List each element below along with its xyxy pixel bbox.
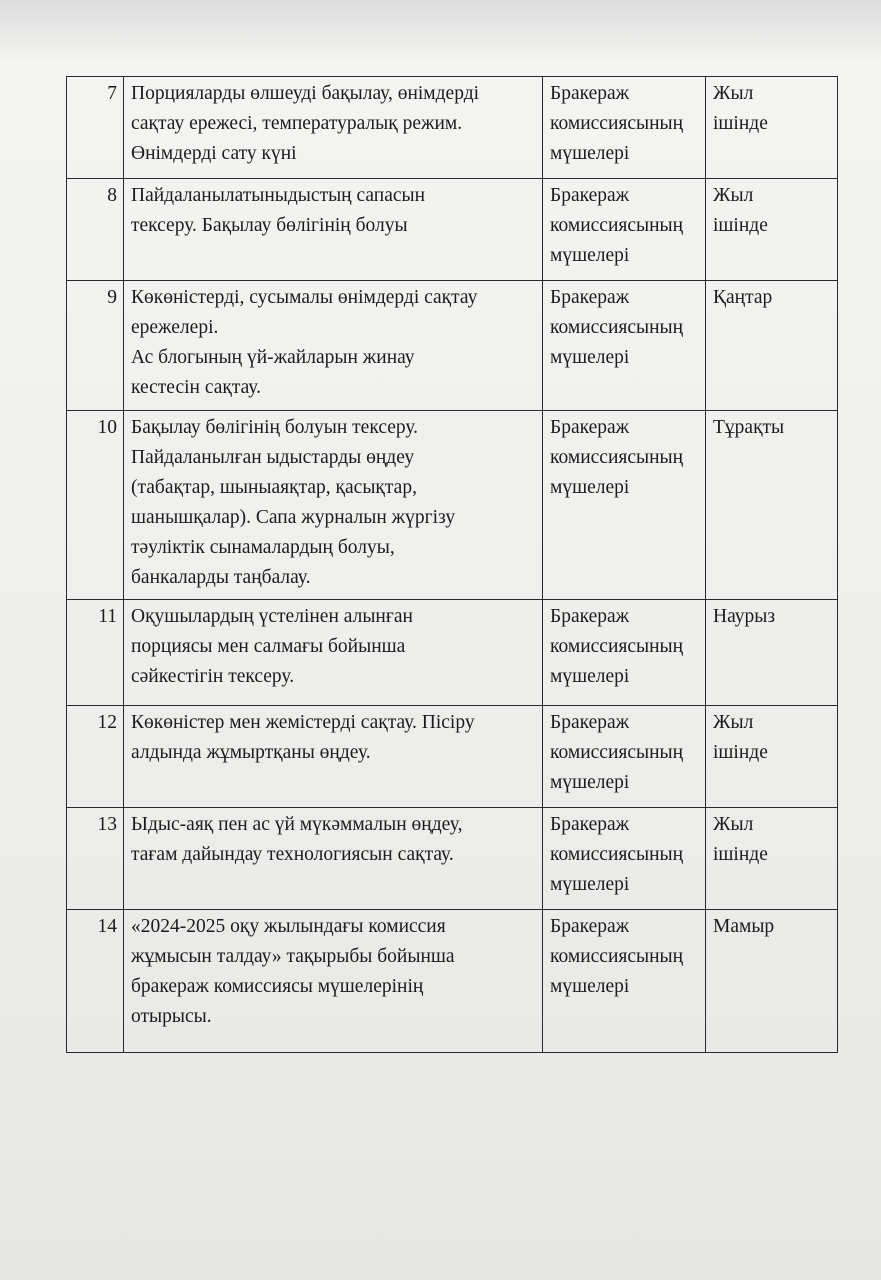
deadline-cell (706, 706, 838, 808)
deadline-cell-line: Жыл (713, 712, 754, 733)
deadline-cell-line: Жыл (713, 814, 754, 835)
task-description-line: Оқушылардың үстелінен алынған (131, 606, 413, 627)
top-shadow (0, 0, 881, 60)
task-description (124, 281, 543, 411)
deadline-cell (706, 910, 838, 1053)
responsible-cell-line: мүшелері (550, 874, 630, 895)
deadline-cell (706, 77, 838, 179)
task-description-line: сақтау ережесі, температуралық режим. (131, 113, 463, 134)
task-description-line: шанышқалар). Сапа журналын жүргізу (131, 507, 456, 528)
responsible-cell-line: комиссиясының (550, 636, 684, 657)
responsible-cell-line: Бракераж (550, 185, 630, 206)
row-number: 10 (67, 411, 124, 600)
deadline-cell (706, 281, 838, 411)
task-description-line: «2024-2025 оқу жылындағы комиссия (131, 916, 446, 937)
responsible-cell (543, 910, 706, 1053)
responsible-cell-line: Бракераж (550, 712, 630, 733)
row-number: 9 (67, 281, 124, 411)
responsible-cell-line: комиссиясының (550, 447, 684, 468)
task-description-line: Ас блогының үй-жайларын жинау (131, 347, 415, 368)
deadline-cell-line: ішінде (713, 113, 768, 134)
responsible-cell-line: мүшелері (550, 347, 630, 368)
task-description-line: сәйкестігін тексеру. (131, 666, 295, 687)
deadline-cell-line: ішінде (713, 215, 768, 236)
table-row (67, 808, 838, 910)
table-row (67, 600, 838, 706)
deadline-cell-line: Жыл (713, 185, 754, 206)
row-number: 13 (67, 808, 124, 910)
deadline-cell (706, 411, 838, 600)
task-description (124, 411, 543, 600)
task-description-line: порциясы мен салмағы бойынша (131, 636, 406, 657)
table-row (67, 910, 838, 1053)
responsible-cell-line: мүшелері (550, 666, 630, 687)
responsible-cell-line: комиссиясының (550, 946, 684, 967)
deadline-cell-line: Мамыр (713, 916, 775, 937)
responsible-cell-line: мүшелері (550, 245, 630, 266)
responsible-cell-line: Бракераж (550, 417, 630, 438)
table-row (67, 706, 838, 808)
task-description-line: Пайдаланылатыныдыстың сапасын (131, 185, 426, 206)
task-description-line: бракераж комиссиясы мүшелерінің (131, 976, 424, 997)
table-row (67, 411, 838, 600)
task-description (124, 600, 543, 706)
task-description-line: тағам дайындау технологиясын сақтау. (131, 844, 454, 865)
responsible-cell-line: Бракераж (550, 916, 630, 937)
row-number: 11 (67, 600, 124, 706)
row-number: 7 (67, 77, 124, 179)
deadline-cell-line: ішінде (713, 742, 768, 763)
responsible-cell-line: мүшелері (550, 976, 630, 997)
task-description-line: тәуліктік сынамалардың болуы, (131, 537, 395, 558)
task-description-line: (табақтар, шыныаяқтар, қасықтар, (131, 477, 417, 498)
task-description-line: Көкөністерді, сусымалы өнімдерді сақтау (131, 287, 478, 308)
task-description-line: ережелері. (131, 317, 219, 338)
responsible-cell-line: комиссиясының (550, 844, 684, 865)
responsible-cell-line: Бракераж (550, 83, 630, 104)
table-body (67, 77, 838, 1053)
row-number: 12 (67, 706, 124, 808)
task-description-line: Көкөністер мен жемістерді сақтау. Пісіру (131, 712, 475, 733)
table-row (67, 77, 838, 179)
task-description (124, 179, 543, 281)
table-row (67, 179, 838, 281)
responsible-cell-line: Бракераж (550, 814, 630, 835)
task-description-line: алдында жұмыртқаны өңдеу. (131, 742, 371, 763)
deadline-cell-line: Қаңтар (713, 287, 773, 308)
task-description-line: отырысы. (131, 1006, 212, 1027)
deadline-cell-line: Тұрақты (713, 417, 785, 438)
row-number: 8 (67, 179, 124, 281)
task-description-line: кестесін сақтау. (131, 377, 261, 398)
task-description (124, 808, 543, 910)
task-description-line: банкаларды таңбалау. (131, 567, 311, 588)
task-description-line: Пайдаланылған ыдыстарды өңдеу (131, 447, 415, 468)
responsible-cell-line: комиссиясының (550, 215, 684, 236)
responsible-cell-line: комиссиясының (550, 113, 684, 134)
responsible-cell (543, 281, 706, 411)
deadline-cell (706, 600, 838, 706)
responsible-cell-line: мүшелері (550, 143, 630, 164)
responsible-cell (543, 77, 706, 179)
responsible-cell-line: Бракераж (550, 606, 630, 627)
responsible-cell-line: мүшелері (550, 772, 630, 793)
task-description (124, 706, 543, 808)
responsible-cell (543, 600, 706, 706)
responsible-cell-line: комиссиясының (550, 742, 684, 763)
responsible-cell-line: мүшелері (550, 477, 630, 498)
responsible-cell (543, 411, 706, 600)
deadline-cell-line: Жыл (713, 83, 754, 104)
deadline-cell (706, 808, 838, 910)
responsible-cell-line: Бракераж (550, 287, 630, 308)
responsible-cell (543, 706, 706, 808)
responsible-cell-line: комиссиясының (550, 317, 684, 338)
task-description-line: Порцияларды өлшеуді бақылау, өнімдерді (131, 83, 480, 104)
responsible-cell (543, 179, 706, 281)
responsible-cell (543, 808, 706, 910)
task-description (124, 77, 543, 179)
commission-plan-table (66, 76, 838, 1053)
table-row (67, 281, 838, 411)
task-description-line: Ыдыс-аяқ пен ас үй мүкәммалын өңдеу, (131, 814, 463, 835)
deadline-cell (706, 179, 838, 281)
task-description-line: жұмысын талдау» тақырыбы бойынша (131, 946, 455, 967)
task-description-line: тексеру. Бақылау бөлігінің болуы (131, 215, 408, 236)
deadline-cell-line: Наурыз (713, 606, 776, 627)
task-description-line: Өнімдерді сату күні (131, 143, 297, 164)
row-number: 14 (67, 910, 124, 1053)
task-description (124, 910, 543, 1053)
task-description-line: Бақылау бөлігінің болуын тексеру. (131, 417, 419, 438)
deadline-cell-line: ішінде (713, 844, 768, 865)
